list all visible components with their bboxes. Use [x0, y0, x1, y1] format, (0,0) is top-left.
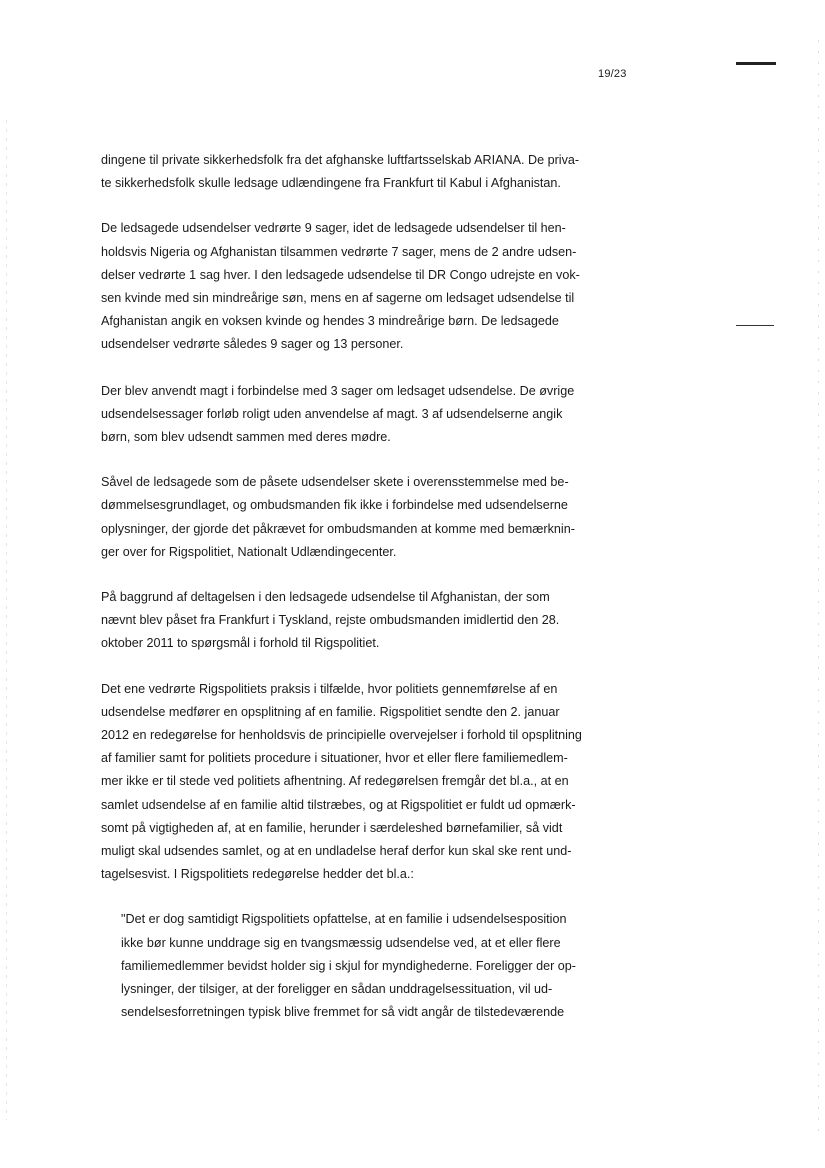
- text-line: delser vedrørte 1 sag hver. I den ledsagede udsendelse til DR Congo udrejste en vok-: [101, 267, 580, 282]
- paragraph-2: [101, 217, 621, 356]
- scan-edge-right: [818, 40, 819, 1140]
- paragraph-6: [101, 678, 621, 887]
- text-line: udsendelser vedrørte således 9 sager og 13 personer.: [101, 337, 404, 352]
- text-line: oktober 2011 to spørgsmål i forhold til Rigspolitiet.: [101, 636, 380, 651]
- paragraph-5: [101, 586, 621, 656]
- quote-line: lysninger, der tilsiger, at der foreligger en sådan unddragelsessituation, vil ud-: [121, 982, 553, 997]
- text-line: Der blev anvendt magt i forbindelse med 3 sager om ledsaget udsendelse. De øvrige: [101, 383, 575, 398]
- text-line: somt på vigtigheden af, at en familie, herunder i særdeleshed børnefamilier, så vidt: [101, 820, 563, 835]
- text-line: Det ene vedrørte Rigspolitiets praksis i tilfælde, hvor politiets gennemførelse af en: [101, 681, 558, 696]
- scan-edge-left: [6, 120, 7, 1120]
- text-line: oplysninger, der gjorde det påkrævet for ombudsmanden at komme med bemærknin-: [101, 521, 575, 536]
- text-line: te sikkerhedsfolk skulle ledsage udlændingene fra Frankfurt til Kabul i Afghanistan.: [101, 176, 561, 191]
- text-line: dingene til private sikkerhedsfolk fra det afghanske luftfartsselskab ARIANA. De priva-: [101, 153, 580, 167]
- text-line: Såvel de ledsagede som de påsete udsendelser skete i overensstemmelse med be-: [101, 475, 569, 490]
- text-line: På baggrund af deltagelsen i den ledsagede udsendelse til Afghanistan, der som: [101, 590, 550, 605]
- text-line: mer ikke er til stede ved politiets afhentning. Af redegørelsen fremgår det bl.a., at en: [101, 774, 569, 789]
- paragraph-3: [101, 380, 621, 450]
- text-line: nævnt blev påset fra Frankfurt i Tyskland, rejste ombudsmanden imidlertid den 28.: [101, 613, 560, 628]
- quote-line: sendelsesforretningen typisk blive fremmet for så vidt angår de tilstedeværende: [121, 1005, 565, 1020]
- text-line: tagelsesvist. I Rigspolitiets redegørelse hedder det bl.a.:: [101, 867, 414, 882]
- text-line: De ledsagede udsendelser vedrørte 9 sager, idet de ledsagede udsendelser til hen-: [101, 221, 566, 236]
- text-line: samlet udsendelse af en familie altid tilstræbes, og at Rigspolitiet er fuldt ud opmærk-: [101, 797, 576, 812]
- text-line: dømmelsesgrundlaget, og ombudsmanden fik ikke i forbindelse med udsendelserne: [101, 498, 568, 513]
- text-line: Afghanistan angik en voksen kvinde og hendes 3 mindreårige børn. De ledsagede: [101, 314, 559, 329]
- page-number: 19/23: [598, 68, 627, 80]
- paragraph-1: [101, 149, 621, 195]
- quote-line: familiemedlemmer bevidst holder sig i skjul for myndighederne. Foreligger der op-: [121, 958, 576, 973]
- quote-line: "Det er dog samtidigt Rigspolitiets opfattelse, at en familie i udsendelsesposition: [121, 912, 567, 927]
- text-line: af familier samt for politiets procedure i situationer, hvor et eller flere familiemedlem-: [101, 751, 568, 766]
- quote-line: ikke bør kunne unddrage sig en tvangsmæssig udsendelse ved, at et eller flere: [121, 935, 561, 950]
- margin-mark-top: [736, 62, 776, 65]
- text-line: udsendelse medfører en opsplitning af en familie. Rigspolitiet sendte den 2. januar: [101, 704, 560, 719]
- paragraph-4: [101, 471, 621, 564]
- text-line: udsendelsessager forløb roligt uden anvendelse af magt. 3 af udsendelserne angik: [101, 406, 563, 421]
- block-quote: [121, 908, 621, 1024]
- text-line: muligt skal udsendes samlet, og at en undladelse heraf derfor kun skal ske rent und-: [101, 844, 572, 859]
- body-text: [101, 149, 621, 1025]
- margin-mark-middle: [736, 325, 774, 326]
- text-line: holdsvis Nigeria og Afghanistan tilsammen vedrørte 7 sager, mens de 2 andre udsen-: [101, 244, 577, 259]
- text-line: sen kvinde med sin mindreårige søn, mens en af sagerne om ledsaget udsendelse til: [101, 291, 575, 306]
- text-line: børn, som blev udsendt sammen med deres mødre.: [101, 430, 391, 445]
- text-line: 2012 en redegørelse for henholdsvis de principielle overvejelser i forhold til opsplitning: [101, 728, 582, 743]
- text-line: ger over for Rigspolitiet, Nationalt Udlændingecenter.: [101, 544, 397, 559]
